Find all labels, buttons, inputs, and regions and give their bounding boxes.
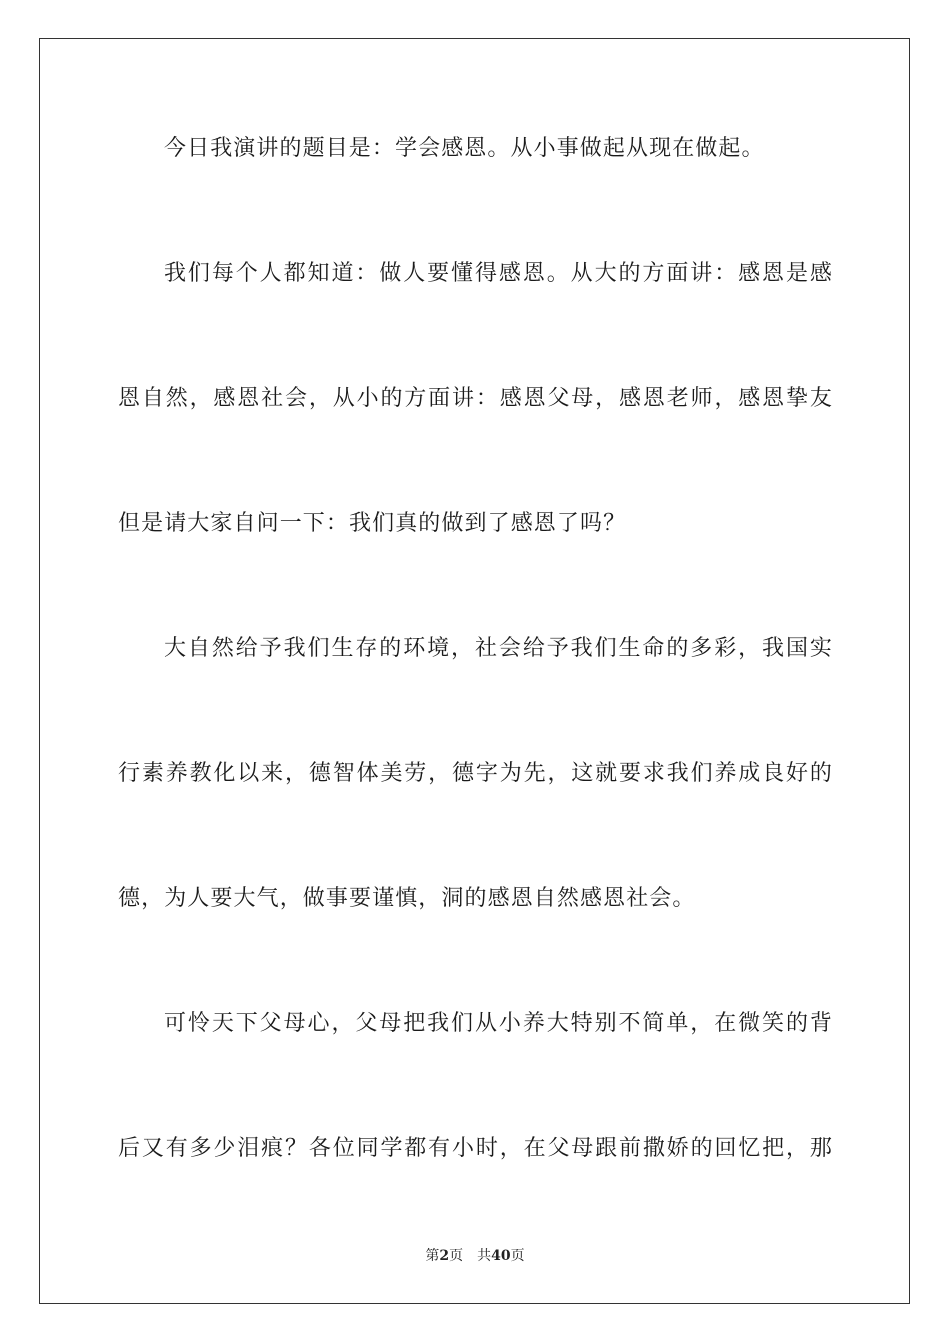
paragraph-line: 恩自然，感恩社会，从小的方面讲：感恩父母，感恩老师，感恩挚友 <box>118 386 833 411</box>
paragraph-line: 今日我演讲的题目是：学会感恩。从小事做起从现在做起。 <box>164 136 765 161</box>
paragraph-line: 行素养教化以来，德智体美劳，德字为先，这就要求我们养成良好的 <box>118 761 833 786</box>
page-border <box>39 38 910 1304</box>
paragraph-line: 但是请大家自问一下：我们真的做到了感恩了吗？ <box>118 511 627 536</box>
page-number: 2 <box>439 1248 450 1264</box>
page-footer <box>0 1246 950 1266</box>
page-suffix: 页 <box>449 1248 464 1264</box>
paragraph-line: 我们每个人都知道：做人要懂得感恩。从大的方面讲：感恩是感 <box>164 261 833 286</box>
paragraph-line: 后又有多少泪痕？各位同学都有小时，在父母跟前撒娇的回忆把，那 <box>118 1136 833 1161</box>
total-suffix: 页 <box>510 1248 525 1264</box>
paragraph-line: 大自然给予我们生存的环境，社会给予我们生命的多彩，我国实 <box>164 636 833 661</box>
page-prefix: 第 <box>425 1248 440 1264</box>
paragraph-line: 可怜天下父母心，父母把我们从小养大特别不简单，在微笑的背 <box>164 1011 833 1036</box>
total-prefix: 共 <box>477 1248 492 1264</box>
paragraph-line: 德，为人要大气，做事要谨慎，洞的感恩自然感恩社会。 <box>118 886 696 911</box>
total-pages: 40 <box>491 1248 511 1264</box>
